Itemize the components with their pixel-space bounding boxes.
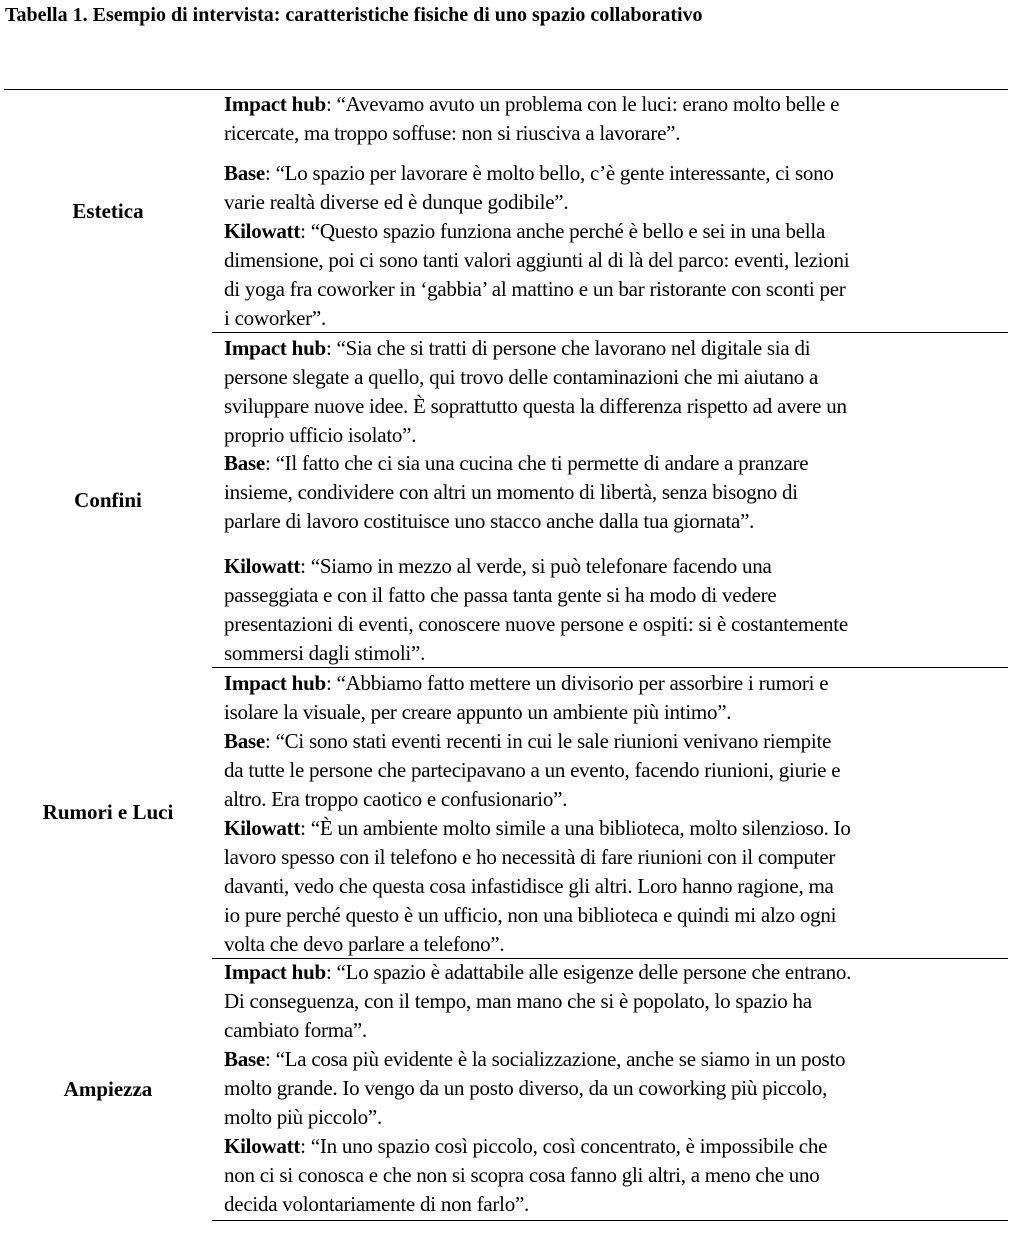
quote-paragraph: Impact hub: “Sia che si tratti di persone che lavorano nel digitale sia di persone slegate a quello, qui trovo delle contaminazioni che mi aiutano a sviluppare nuove idee. È soprattutto questa la differenza rispetto ad avere un proprio ufficio isolato”. (224, 336, 847, 447)
quote-paragraph: Impact hub: “Abbiamo fatto mettere un divisorio per assorbire i rumori e isolare la visuale, per creare appunto un ambiente più intimo”. (224, 671, 829, 724)
quote-source: Kilowatt (224, 219, 301, 243)
quote-paragraph: Kilowatt: “In uno spazio così piccolo, così concentrato, è impossibile che non ci si conosca e che non si scopra cosa fanno gli altri, a meno che uno decida volontariamente di non farlo”. (224, 1134, 828, 1216)
quote-paragraph: Kilowatt: “Questo spazio funziona anche perché è bello e sei in una bella dimensione, poi ci sono tanti valori aggiunti al di là del parco: eventi, lezioni di yoga fra coworker in ‘gabbia’ al mattino e un bar ristorante con sconti per i coworker”. (224, 219, 850, 330)
quote-source: Impact hub (224, 92, 326, 116)
quote-text: “Siamo in mezzo al verde, si può telefonare facendo una passeggiata e con il fatto che passa tanta gente si ha modo di vedere presentazioni di eventi, conoscere nuove persone e ospiti: si è costantemente sommersi dagli stimoli”. (224, 554, 848, 665)
row-label-confini: Confini (74, 488, 142, 512)
quote-paragraph: Base: “La cosa più evidente è la socializzazione, anche se siamo in un posto molto grande. Io vengo da un posto diverso, da un coworking più piccolo, molto più piccolo”. (224, 1047, 846, 1129)
row-label-estetica: Estetica (72, 199, 144, 223)
quote-source: Kilowatt (224, 1134, 301, 1158)
quote-source: Kilowatt (224, 816, 301, 840)
quote-text: “Il fatto che ci sia una cucina che ti permette di andare a pranzare insieme, condividere con altri un momento di libertà, senza bisogno di parlare di lavoro costituisce uno stacco anche dalla tua giornata”. (224, 451, 809, 533)
quote-text: “È un ambiente molto simile a una biblioteca, molto silenzioso. Io lavoro spesso con il telefono e ho necessità di fare riunioni con il computer davanti, vedo che questa cosa infastidisce gli altri. Loro hanno ragione, ma io pure perché questo è un ufficio, non una biblioteca e quindi mi alzo ogni volta che devo parlare a telefono”. (224, 816, 851, 956)
quote-source: Base (224, 161, 265, 185)
quote-source: Impact hub (224, 960, 326, 984)
quote-source: Kilowatt (224, 554, 301, 578)
quote-source: Base (224, 729, 265, 753)
table-bottom-rule (212, 1220, 1008, 1221)
row-label-ampiezza: Ampiezza (63, 1077, 153, 1101)
quote-paragraph: Base: “Ci sono stati eventi recenti in cui le sale riunioni venivano riempite da tutte le persone che partecipavano a un evento, facendo riunioni, giurie e altro. Era troppo caotico e confusionario”. (224, 729, 841, 811)
quote-text: “Questo spazio funziona anche perché è bello e sei in una bella dimensione, poi ci sono tanti valori aggiunti al di là del parco: eventi, lezioni di yoga fra coworker in ‘gabbia’ al mattino e un bar ristorante con sconti per i coworker”. (224, 219, 850, 330)
quote-source: Impact hub (224, 671, 326, 695)
quote-text: “La cosa più evidente è la socializzazione, anche se siamo in un posto molto grande. Io vengo da un posto diverso, da un coworking più piccolo, molto più piccolo”. (224, 1047, 846, 1129)
quote-text: “Abbiamo fatto mettere un divisorio per assorbire i rumori e isolare la visuale, per creare appunto un ambiente più intimo”. (224, 671, 829, 724)
quote-paragraph: Base: “Il fatto che ci sia una cucina che ti permette di andare a pranzare insieme, condividere con altri un momento di libertà, senza bisogno di parlare di lavoro costituisce uno stacco anche dalla tua giornata”. (224, 451, 809, 533)
quote-text: “In uno spazio così piccolo, così concentrato, è impossibile che non ci si conosca e che non si scopra cosa fanno gli altri, a meno che uno decida volontariamente di non farlo”. (224, 1134, 828, 1216)
table-title: Tabella 1. Esempio di intervista: caratteristiche fisiche di uno spazio collaborativo (5, 4, 703, 26)
quote-text: “Avevamo avuto un problema con le luci: erano molto belle e ricercate, ma troppo soffuse: non si riusciva a lavorare”. (224, 92, 840, 145)
row-divider (212, 667, 1008, 668)
quote-source: Base (224, 1047, 265, 1071)
quote-text: “Lo spazio è adattabile alle esigenze delle persone che entrano. Di conseguenza, con il tempo, man mano che si è popolato, lo spazio ha cambiato forma”. (224, 960, 852, 1042)
row-divider (212, 332, 1008, 333)
quote-paragraph: Kilowatt: “Siamo in mezzo al verde, si può telefonare facendo una passeggiata e con il fatto che passa tanta gente si ha modo di vedere presentazioni di eventi, conoscere nuove persone e ospiti: si è costantemente sommersi dagli stimoli”. (224, 554, 848, 665)
quote-paragraph: Impact hub: “Avevamo avuto un problema con le luci: erano molto belle e ricercate, ma troppo soffuse: non si riusciva a lavorare”. (224, 92, 840, 145)
quote-source: Base (224, 451, 265, 475)
quote-paragraph: Kilowatt: “È un ambiente molto simile a una biblioteca, molto silenzioso. Io lavoro spesso con il telefono e ho necessità di fare riunioni con il computer davanti, vedo che questa cosa infastidisce gli altri. Loro hanno ragione, ma io pure perché questo è un ufficio, non una biblioteca e quindi mi alzo ogni volta che devo parlare a telefono”. (224, 816, 851, 956)
quote-paragraph: Base: “Lo spazio per lavorare è molto bello, c’è gente interessante, ci sono varie realtà diverse ed è dunque godibile”. (224, 161, 834, 214)
quote-text: “Ci sono stati eventi recenti in cui le sale riunioni venivano riempite da tutte le persone che partecipavano a un evento, facendo riunioni, giurie e altro. Era troppo caotico e confusionario”. (224, 729, 841, 811)
quote-source: Impact hub (224, 336, 326, 360)
quote-paragraph: Impact hub: “Lo spazio è adattabile alle esigenze delle persone che entrano. Di conseguenza, con il tempo, man mano che si è popolato, lo spazio ha cambiato forma”. (224, 960, 852, 1042)
quote-text: “Lo spazio per lavorare è molto bello, c’è gente interessante, ci sono varie realtà diverse ed è dunque godibile”. (224, 161, 834, 214)
quote-text: “Sia che si tratti di persone che lavorano nel digitale sia di persone slegate a quello, qui trovo delle contaminazioni che mi aiutano a sviluppare nuove idee. È soprattutto questa la differenza rispetto ad avere un proprio ufficio isolato”. (224, 336, 847, 447)
row-label-rumori-e-luci: Rumori e Luci (42, 800, 174, 824)
